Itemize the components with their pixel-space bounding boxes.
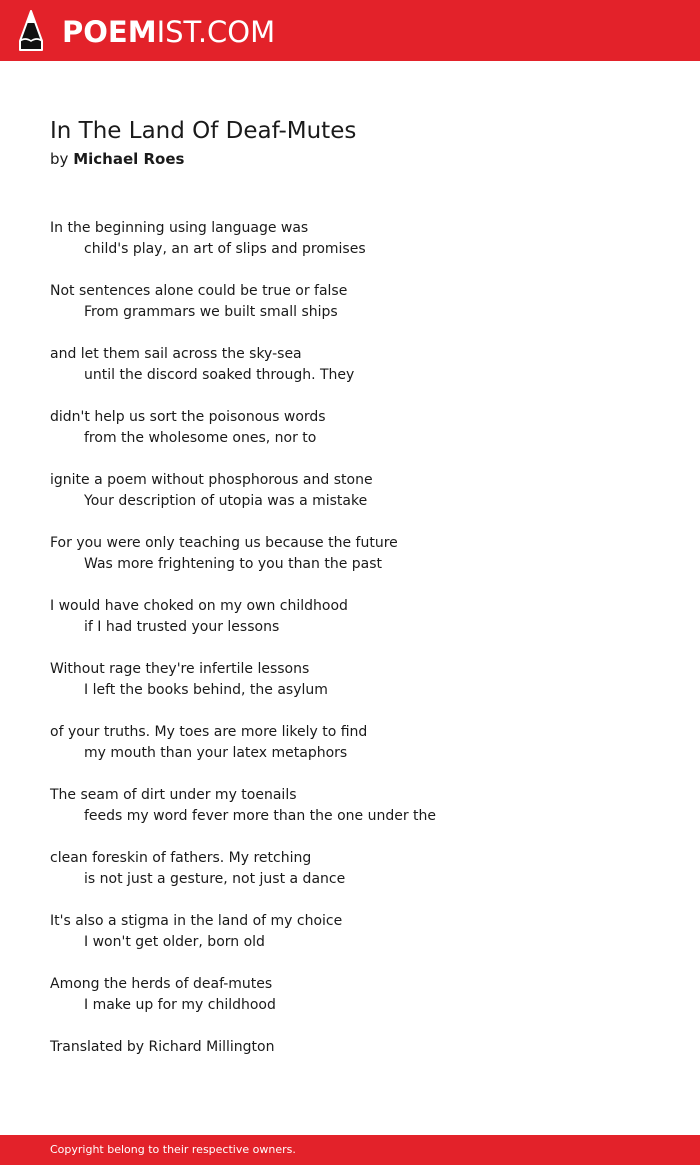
poem-line: of your truths. My toes are more likely to find — [50, 724, 368, 740]
poem-title: In The Land Of Deaf-Mutes — [50, 118, 357, 144]
poem-line: clean foreskin of fathers. My retching — [50, 850, 312, 866]
poem-line: if I had trusted your lessons — [84, 619, 280, 635]
stanza — [50, 218, 670, 281]
site-logo-text[interactable] — [62, 12, 275, 52]
poem-line: Without rage they're infertile lessons — [50, 661, 310, 677]
poem-line: child's play, an art of slips and promises — [84, 241, 366, 257]
poem-line: Your description of utopia was a mistake — [84, 493, 368, 509]
stanza — [50, 344, 670, 407]
pencil-tip-icon[interactable] — [18, 10, 44, 52]
byline — [50, 148, 184, 170]
author-name: Michael Roes — [73, 150, 185, 168]
brand-light: IST.COM — [156, 15, 276, 49]
poem-line: until the discord soaked through. They — [84, 367, 355, 383]
poem-line: I won't get older, born old — [84, 934, 265, 950]
brand-bold: POEM — [62, 15, 157, 49]
stanza — [50, 281, 670, 344]
poem-line: It's also a stigma in the land of my choice — [50, 913, 343, 929]
stanza — [50, 659, 670, 722]
poem-line: The seam of dirt under my toenails — [50, 787, 297, 803]
stanza — [50, 974, 670, 1037]
translator-note: Translated by Richard Millington — [50, 1039, 275, 1055]
poem-line: I left the books behind, the asylum — [84, 682, 328, 698]
poem-line: my mouth than your latex metaphors — [84, 745, 348, 761]
poem-line: didn't help us sort the poisonous words — [50, 409, 326, 425]
stanza — [50, 722, 670, 785]
poem-line: feeds my word fever more than the one under the — [84, 808, 437, 824]
by-label: by — [50, 150, 69, 168]
poem-line: Was more frightening to you than the past — [84, 556, 383, 572]
poem-line: Not sentences alone could be true or false — [50, 283, 348, 299]
stanza — [50, 848, 670, 911]
poem-line: In the beginning using language was — [50, 220, 309, 236]
poem-body — [50, 218, 670, 1058]
copyright-notice: Copyright belong to their respective owners. — [50, 1143, 296, 1156]
poem-line: I would have choked on my own childhood — [50, 598, 348, 614]
stanza — [50, 911, 670, 974]
stanza — [50, 785, 670, 848]
site-header — [0, 0, 700, 61]
site-footer — [0, 1135, 700, 1165]
poem-line: I make up for my childhood — [84, 997, 276, 1013]
poem-line: For you were only teaching us because the future — [50, 535, 398, 551]
poem-line: is not just a gesture, not just a dance — [84, 871, 346, 887]
stanza — [50, 407, 670, 470]
poem-line: Among the herds of deaf-mutes — [50, 976, 273, 992]
poem-line: from the wholesome ones, nor to — [84, 430, 317, 446]
poem-line: From grammars we built small ships — [84, 304, 338, 320]
stanza — [50, 470, 670, 533]
stanza — [50, 533, 670, 596]
poem-line: and let them sail across the sky-sea — [50, 346, 302, 362]
poem-line: ignite a poem without phosphorous and stone — [50, 472, 373, 488]
stanza — [50, 596, 670, 659]
